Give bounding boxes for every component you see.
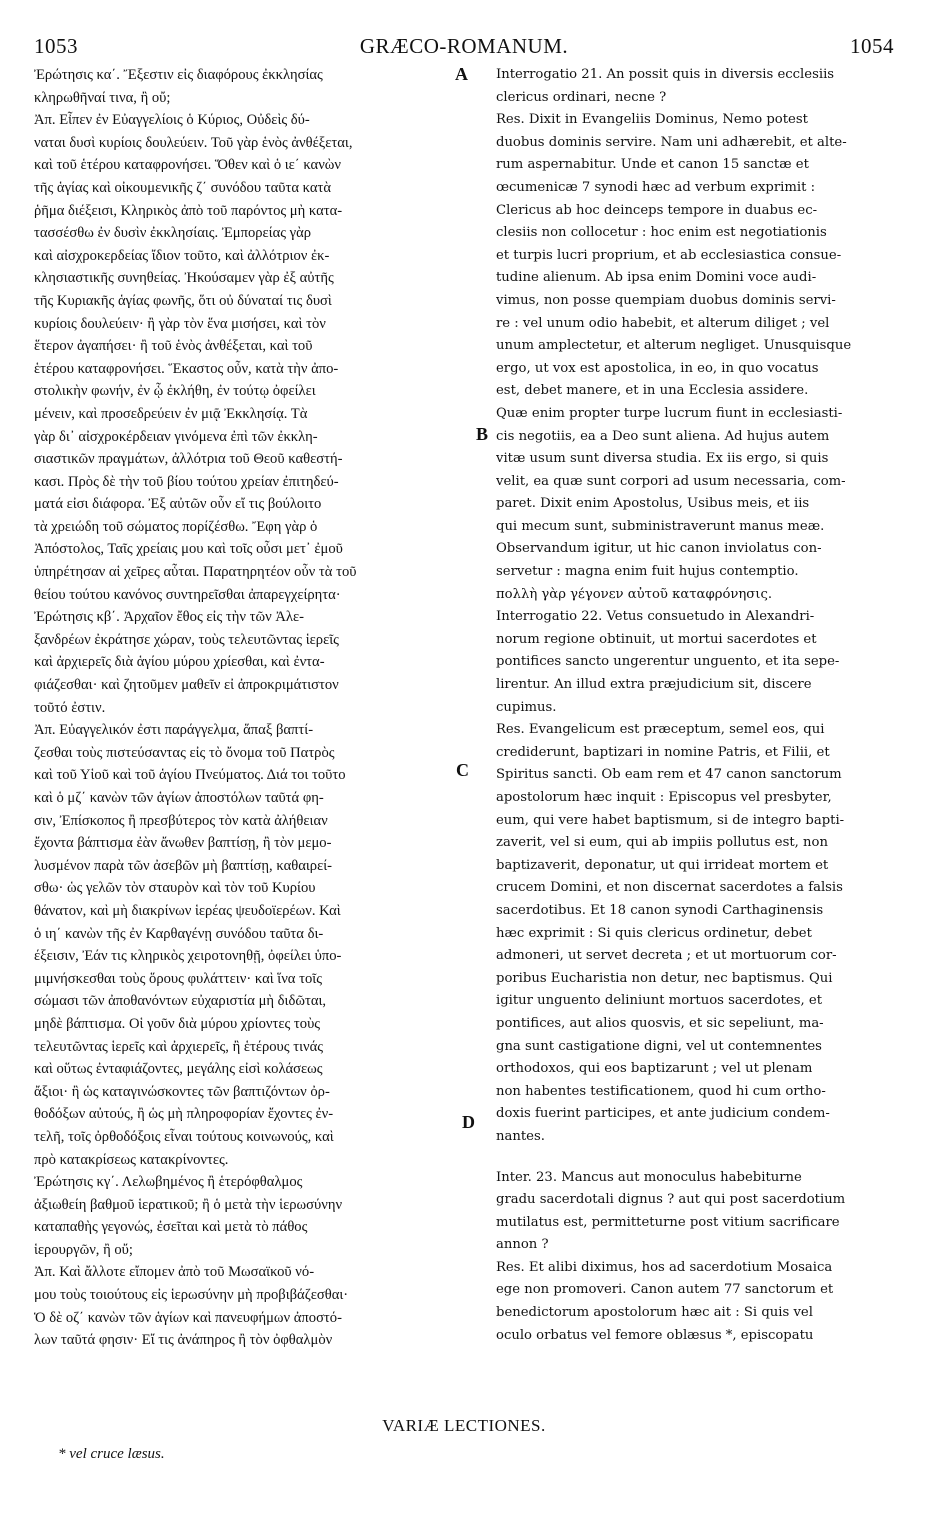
text-line: φιάζεσθαι· καὶ ζητοῦμεν μαθεῖν εἰ ἀπροκριμάτιστον <box>34 677 339 694</box>
text-line: τῆς Κυριακῆς ἁγίας φωνῆς, ὅτι οὐ δύναταί τις δυσὶ <box>34 292 332 309</box>
text-line: poribus Eucharistia non detur, nec baptismus. Qui <box>496 970 833 986</box>
text-line: velit, ea quæ sunt corpori ad usum necessaria, com- <box>496 473 846 489</box>
page-number-left: 1053 <box>34 34 78 58</box>
text-line: σιν, Ἐπίσκοπος ἢ πρεσβύτερος τὸν κατὰ ἀλήθειαν <box>34 812 328 829</box>
text-line: crucem Domini, et non discernat sacerdotes a falsis <box>496 880 843 896</box>
text-line: Res. Dixit in Evangeliis Dominus, Nemo potest <box>496 112 808 128</box>
text-line: hæc exprimit : Si quis clericus ordinetur, debet <box>496 925 812 941</box>
text-line: μένειν, καὶ προσεδρεύειν ἐν μιᾷ Ἐκκλησίᾳ. Τὰ <box>34 405 308 422</box>
text-line: κυρίοις δουλεύειν· ἢ γὰρ τὸν ἕνα μισήσει, καὶ τὸν <box>34 315 326 332</box>
text-line: ἔχοντα βάπτισμα ἐὰν ἄνωθεν βαπτίσῃ, ἢ τὸν μεμο- <box>34 835 332 852</box>
text-line: σιαστικῶν πραγμάτων, ἀλλότρια τοῦ Θεοῦ καθεστή- <box>34 451 343 468</box>
text-line: τοῦτό ἐστιν. <box>34 699 106 716</box>
text-line: clesiis non collocetur : hoc enim est negotiationis <box>496 225 827 241</box>
text-line: paret. Dixit enim Apostolus, Usibus meis, et iis <box>496 496 810 512</box>
text-line: vimus, non posse quempiam duobus dominis servi- <box>496 292 836 308</box>
text-line: Quæ enim propter turpe lucrum fiunt in ecclesiasti- <box>496 405 843 421</box>
text-line: et turpis lucri proprium, et ab ecclesiastica consue- <box>496 247 842 263</box>
text-line: σώμασι τῶν ἀποθανόντων εὐχαριστία μὴ διδῶται, <box>34 993 327 1010</box>
text-line: Ἐρώτησις κγ΄. Λελωβημένος ἢ ἑτερόφθαλμος <box>34 1174 303 1191</box>
text-line: Ἀπ. Εὐαγγελικόν ἐστι παράγγελμα, ἅπαξ βαπτί- <box>34 722 314 739</box>
text-line: unum amplectetur, et alterum negliget. Unusquisque <box>496 338 852 354</box>
text-line: ἕτερον ἀγαπήσει· ἢ τοῦ ἑνὸς ἀνθέξεται, καὶ τοῦ <box>34 338 313 355</box>
text-line: pontifices, aut alios quosvis, et sic sepeliunt, ma- <box>496 1015 824 1031</box>
text-line: έξεισιν, Ἐάν τις κληρικὸς χειροτονηθῇ, ὀφείλει ὑπο- <box>34 948 342 965</box>
text-line: rum aspernabitur. Unde et canon 15 sanctæ et <box>496 157 809 173</box>
text-line: orthodoxos, qui eos baptizarunt ; vel ut plenam <box>496 1061 813 1077</box>
text-line: cupimus. <box>496 699 557 715</box>
running-title: GRÆCO-ROMANUM. <box>359 34 569 58</box>
text-line: zaverit, vel si eum, qui ab impiis pollutus est, non <box>496 835 828 851</box>
text-line: cis negotiis, ea a Deo sunt aliena. Ad hujus autem <box>496 428 830 444</box>
text-line: θάνατον, καὶ μὴ διακρίνων ἱερέας ψευδοϊερέων. Καὶ <box>34 902 341 919</box>
text-line: Ὁ δὲ οζ΄ κανὼν τῶν ἁγίων καὶ πανευφήμων ἀποστό- <box>34 1309 342 1326</box>
text-line: ege non promoveri. Canon autem 77 sanctorum et <box>496 1282 834 1298</box>
text-line: Ἀπ. Εἶπεν ἐν Εὐαγγελίοις ὁ Κύριος, Οὐδεὶς δύ- <box>34 112 310 129</box>
text-line: Ἀπ. Καὶ ἄλλοτε εἴπομεν ἀπὸ τοῦ Μωσαϊκοῦ νό- <box>34 1264 315 1281</box>
text-line: lirentur. An illud extra præjudicium sit, discere <box>496 677 812 693</box>
text-line: μου τοὺς τοιούτους εἰς ἱερωσύνην μὴ προβιβάζεσθαι· <box>34 1287 349 1304</box>
text-line: clericus ordinari, necne ? <box>496 89 667 105</box>
text-line: τελευτῶντας ἱερεῖς καὶ ἀρχιερεῖς, ἢ ἑτέρους τινάς <box>34 1038 324 1055</box>
text-line: sacerdotibus. Et 18 canon synodi Carthaginensis <box>496 902 824 918</box>
text-line: Ἀπόστολος, Ταῖς χρείαις μου καὶ τοῖς οὖσι μετ᾿ ἐμοῦ <box>34 541 343 558</box>
text-line: re : vel unum odio habebit, et alterum diliget ; vel <box>496 315 830 331</box>
text-line: ἱερουργῶν, ἢ οὔ; <box>34 1241 133 1258</box>
text-line: Clericus ab hoc deinceps tempore in duabus ec- <box>496 202 818 218</box>
section-marker-b: B <box>476 424 489 444</box>
text-line: λυσμένον παρὰ τῶν ἀσεβῶν μὴ βαπτίσῃ, καθαιρεί- <box>34 857 332 874</box>
text-line: ζεσθαι τοὺς πιστεύσαντας εἰς τὸ ὄνομα τοῦ Πατρὸς <box>34 744 335 761</box>
text-line: oculo orbatus vel femore oblæsus *, episcopatu <box>496 1327 814 1343</box>
text-line: Ἐρώτησις κα΄. Ἔξεστιν εἰς διαφόρους ἐκκλησίας <box>34 67 323 83</box>
text-line: gna sunt castigatione digni, vel ut contemnentes <box>496 1038 822 1054</box>
text-line: baptizaverit, deponatur, ut qui irrideat mortem et <box>496 857 829 873</box>
text-line: καὶ τοῦ Υἱοῦ καὶ τοῦ ἁγίου Πνεύματος. Διά τοι τοῦτο <box>34 767 346 784</box>
text-line: μιμνήσκεσθαι τοὺς ὅρους φυλάττειν· καὶ ἵνα τοῖς <box>34 970 322 987</box>
text-line: qui mecum sunt, subministraverunt manus meæ. <box>496 518 825 534</box>
text-line: πολλὴ γὰρ γέγονεν αὐτοῦ καταφρόνησις. <box>496 586 773 602</box>
section-marker-c: C <box>456 760 469 780</box>
text-line: ἑτέρου καταφρονήσει. Ἕκαστος οὖν, κατὰ τὴν ἀπο- <box>34 360 339 377</box>
text-line: σθω· ὡς γελῶν τὸν σταυρὸν καὶ τὸν τοῦ Κυρίου <box>34 880 316 897</box>
text-line: Observandum igitur, ut hic canon inviolatus con- <box>496 541 822 557</box>
text-line: καὶ αἰσχροκερδείας ἴδιον τοῦτο, καὶ ἀλλότριον ἐκ- <box>34 247 330 264</box>
page-number-right: 1054 <box>850 34 894 58</box>
text-line: κληρωθῆναί τινα, ἢ οὔ; <box>34 89 171 106</box>
text-line: Spiritus sancti. Ob eam rem et 47 canon sanctorum <box>496 767 842 783</box>
text-line: ἀξιωθείη βαθμοῦ ἱερατικοῦ; ἢ ὁ μετὰ τὴν ἱερωσύνην <box>34 1196 343 1213</box>
section-marker-d: D <box>462 1112 475 1132</box>
text-line: λων ταῦτά φησιν· Εἴ τις ἀνάπηρος ἢ τὸν ὀφθαλμὸν <box>34 1332 333 1349</box>
text-line: apostolorum hæc inquit : Episcopus vel presbyter, <box>496 790 832 805</box>
text-line: τασσέσθω ἐν δυσὶν ἐκκλησίαις. Ἐμπορείας γὰρ <box>34 225 312 242</box>
text-line: duobus dominis servire. Nam uni adhærebit, et alte- <box>496 134 847 150</box>
text-line: τῆς ἁγίας καὶ οἰκουμενικῆς ζ΄ συνόδου ταῦτα κατὰ <box>34 179 331 196</box>
text-line: ἄξιοι· ἢ ὡς καταγινώσκοντες τῶν βαπτιζόντων ὀρ- <box>34 1083 330 1100</box>
section-marker-a: A <box>455 64 468 84</box>
text-line: Interrogatio 22. Vetus consuetudo in Alexandri- <box>496 609 815 625</box>
text-line: benedictorum apostolorum hæc ait : Si quis vel <box>496 1305 813 1321</box>
text-line: θείου τούτου κανόνος συντηρεῖσθαι ἀπαρεγχείρητα· <box>34 586 341 603</box>
footnote: * vel cruce læsus. <box>58 1446 165 1462</box>
variae-lectiones-heading: VARIÆ LECTIONES. <box>382 1416 546 1435</box>
text-line: Res. Evangelicum est præceptum, semel eos, qui <box>496 722 825 738</box>
text-line: eum, qui vere habet baptismum, si de integro bapti- <box>496 812 845 828</box>
text-line: ματά εἰσι διάφορα. Ἐξ αὐτῶν οὖν εἴ τις βούλοιτο <box>34 496 322 513</box>
text-line: ergo, ut vox est apostolica, in eo, in quo vocatus <box>496 360 819 376</box>
text-line: tudine alienum. Ab ipsa enim Domini voce audi- <box>496 270 817 286</box>
text-line: nantes. <box>496 1128 545 1144</box>
text-line: καὶ ὁ μζ΄ κανὼν τῶν ἁγίων ἀποστόλων ταῦτά φη- <box>34 790 324 806</box>
text-line: igitur unguento deliniunt mortuos sacerdotes, et <box>496 993 822 1009</box>
text-line: ὑπηρέτησαν αἱ χεῖρες αὗται. Παρατηρητέον οὖν τὰ τοῦ <box>34 564 357 581</box>
text-line: Res. Et alibi diximus, hos ad sacerdotium Mosaica <box>496 1259 833 1275</box>
text-line: Inter. 23. Mancus aut monoculus habebiturne <box>496 1169 802 1185</box>
latin-column <box>496 64 896 1347</box>
text-line: ναται δυσὶ κυρίοις δουλεύειν. Τοῦ γὰρ ἑνὸς ἀνθέξεται, <box>34 134 353 151</box>
text-line: servetur : magna enim fuit hujus contemptio. <box>496 564 799 580</box>
text-line: γὰρ δι᾿ αἰσχροκέρδειαν γινόμενα ἐπὶ τῶν ἐκκλη- <box>34 428 318 445</box>
text-line: ῥῆμα διέξεισι, Κληρικὸς ἀπὸ τοῦ παρόντος μὴ κατα- <box>34 202 343 219</box>
text-line: τελῆ, τοῖς ὀρθοδόξοις εἶναι τούτους κοινωνούς, καὶ <box>34 1128 334 1145</box>
text-line: admoneri, ut servet decreta ; et ut mortuorum cor- <box>496 948 837 964</box>
text-line: θοδόξων αὐτούς, ἢ ὡς μὴ πληροφορίαν ἔχοντες ἐν- <box>34 1106 334 1123</box>
text-line: στολικὴν φωνήν, ἐν ᾧ ἐκλήθη, ἐν τούτῳ ὀφείλει <box>34 383 316 400</box>
text-line: annon ? <box>496 1237 549 1253</box>
greek-column <box>34 64 464 1352</box>
text-line: vitæ usum sunt diversa studia. Ex iis ergo, si quis <box>496 451 829 467</box>
text-line: œcumenicæ 7 synodi hæc ad verbum exprimit : <box>496 179 816 195</box>
text-line: μηδὲ βάπτισμα. Οἱ γοῦν διὰ μύρου χρίοντες τοὺς <box>34 1015 321 1032</box>
text-line: τὰ χρειώδη τοῦ σώματος πορίζέσθω. Ἔφη γὰρ ὁ <box>34 518 318 535</box>
text-line: ξανδρέων ἐκράτησε χώραν, τοὺς τελευτῶντας ἱερεῖς <box>34 631 339 648</box>
text-line: καὶ οὕτως ἐνταφιάζοντες, μεγάλης εἰσὶ κολάσεως <box>34 1061 323 1078</box>
text-line: καὶ τοῦ ἑτέρου καταφρονήσει. Ὅθεν καὶ ὁ ιε΄ κανὼν <box>34 157 341 174</box>
text-line: mutilatus est, permitteturne post vitium sacrificare <box>496 1214 840 1230</box>
text-line: doxis fuerint participes, et ante judicium condem- <box>496 1106 830 1122</box>
text-line: κασι. Πρὸς δὲ τὴν τοῦ βίου τούτου χρείαν ἐπιτηδεύ- <box>34 473 339 490</box>
text-line: pontifices sancto ungerentur unguento, et ita sepe- <box>496 654 840 670</box>
text-line: gradu sacerdotali dignus ? aut qui post sacerdotium <box>496 1192 846 1208</box>
text-line: Ἐρώτησις κβ΄. Ἀρχαῖον ἔθος εἰς τὴν τῶν Ἀλε- <box>34 609 304 626</box>
text-line: crediderunt, baptizari in nomine Patris, et Filii, et <box>496 744 830 760</box>
text-line: καὶ ἀρχιερεῖς διὰ ἁγίου μύρου χρίεσθαι, καὶ ἐντα- <box>34 654 325 671</box>
text-line: ὁ ιη΄ κανὼν τῆς ἐν Καρθαγένῃ συνόδου ταῦτα δι- <box>34 925 324 942</box>
text-line: πρὸ κατακρίσεως κατακρίνοντες. <box>34 1151 229 1168</box>
text-line: καταπαθὴς γεγονώς, ἐσεῖται καὶ μετὰ τὸ πάθος <box>34 1219 308 1236</box>
page-header <box>34 34 894 60</box>
text-line: κλησιαστικῆς συνηθείας. Ἠκούσαμεν γὰρ ἐξ αὐτῆς <box>34 270 334 287</box>
text-line: est, debet manere, et in una Ecclesia assidere. <box>496 383 809 399</box>
text-line: norum regione obtinuit, ut mortui sacerdotes et <box>496 631 817 647</box>
text-line: non habentes testificationem, quod hi cum ortho- <box>496 1083 826 1099</box>
text-line: Interrogatio 21. An possit quis in diversis ecclesiis <box>496 67 835 82</box>
